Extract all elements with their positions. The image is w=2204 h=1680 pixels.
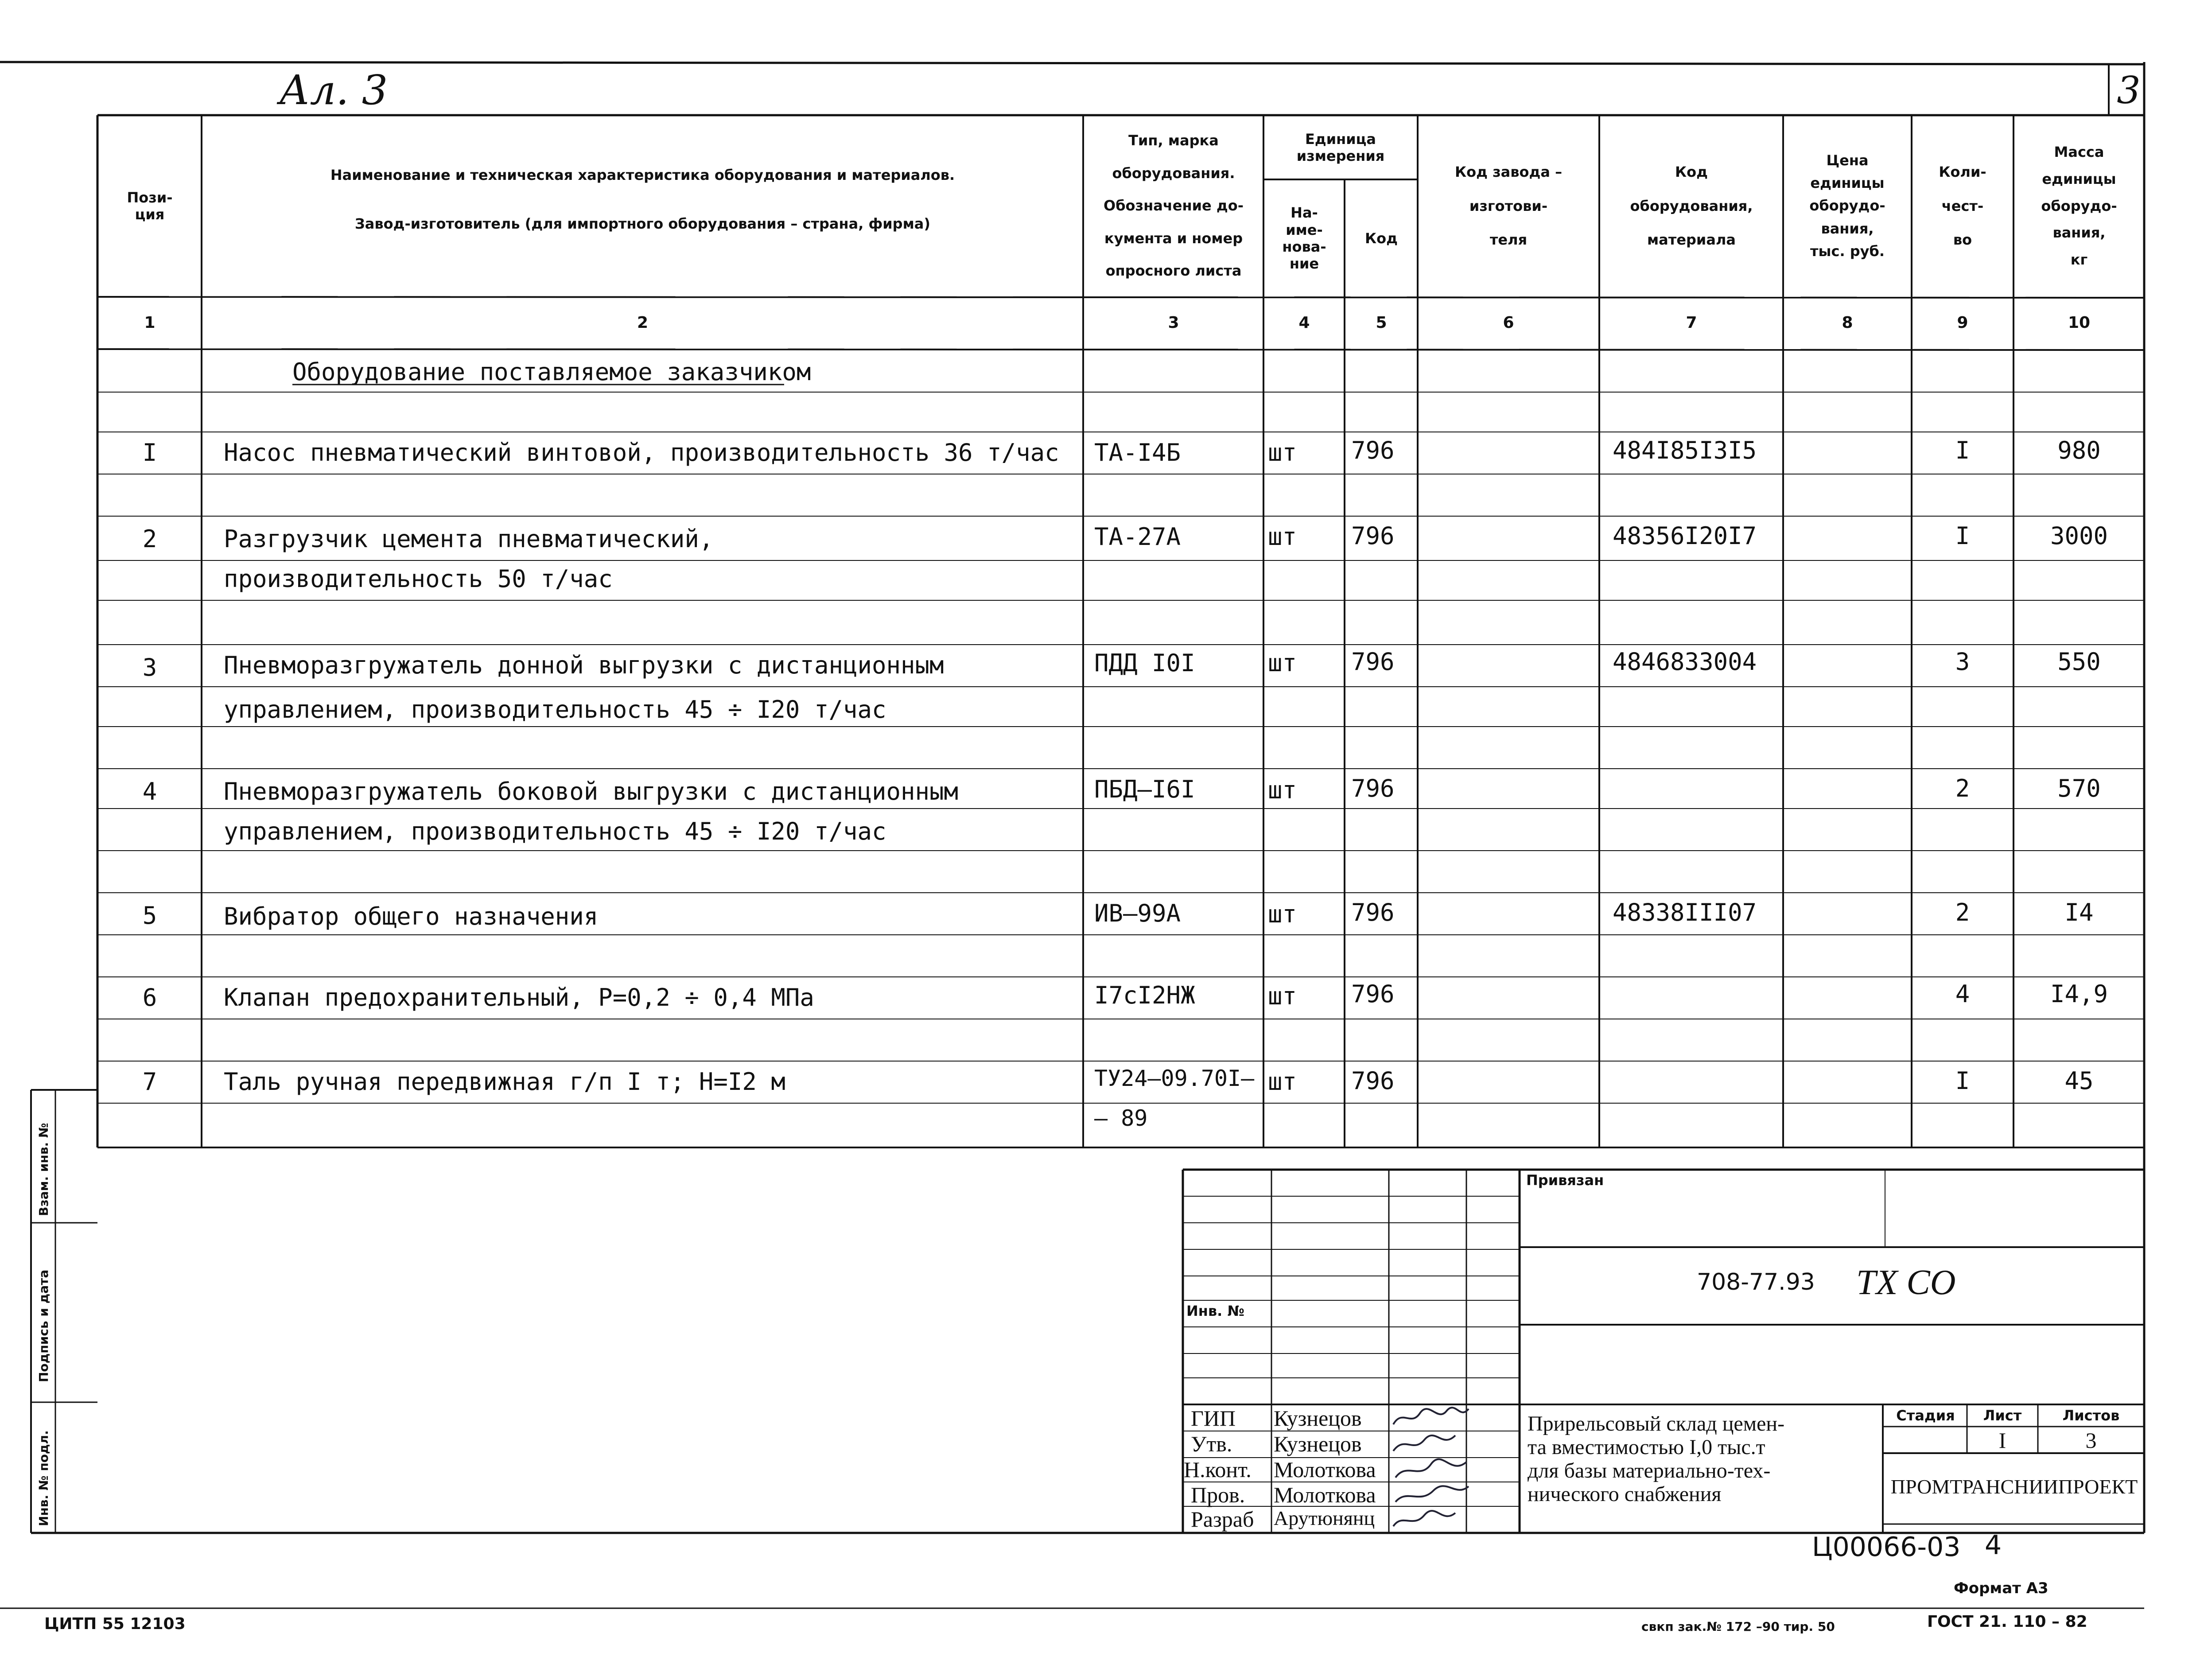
side-stamp-inv-podl: Инв. № подл.: [36, 1430, 51, 1526]
column-header-unit-name: На- име- нова- ние: [1282, 204, 1326, 272]
row-name-line2: производительность 50 т/час: [224, 565, 613, 593]
column-header-manufacturer-code: Код завода – изготови- теля: [1454, 163, 1563, 249]
row-unit: шт: [1268, 900, 1297, 928]
row-mass: I4,9: [2050, 980, 2108, 1008]
side-stamp-podpis-data: Подпись и дата: [36, 1269, 51, 1382]
signatures: [1389, 1404, 1477, 1533]
print-info: свкп зак.№ 172 –90 тир. 50: [1641, 1619, 1835, 1634]
project-description-line4: нического снабжения: [1528, 1482, 1722, 1506]
organization-name: ПРОМТРАНСНИИПРОЕКТ: [1890, 1475, 2138, 1498]
row-name-line1: Насос пневматический винтовой, производительность 36 т/час: [224, 439, 1059, 467]
handwritten-sheet-label: Ал. 3: [279, 66, 388, 114]
row-unit-code: 796: [1351, 436, 1395, 464]
column-number: 7: [1686, 314, 1697, 332]
row-type: ПДД I0I: [1094, 649, 1195, 677]
row-quantity: 2: [1955, 774, 1970, 802]
sheet-label: Лист: [1983, 1407, 2022, 1424]
row-type: ТА-I4Б: [1094, 439, 1181, 467]
row-name-line1: Таль ручная передвижная г/п I т; Н=I2 м: [224, 1068, 785, 1096]
row-mass: 3000: [2050, 522, 2108, 550]
column-header-unit-mass: Масса единицы оборудо- вания, кг: [2041, 144, 2117, 268]
row-type: ТА-27А: [1094, 523, 1181, 551]
row-equipment-code: 48338III07: [1613, 898, 1757, 926]
role-nkont: Н.конт.: [1184, 1457, 1252, 1482]
row-quantity: I: [1955, 522, 1970, 550]
row-type: ПБД–I6I: [1094, 775, 1195, 803]
privyazan-label: Привязан: [1526, 1172, 1604, 1189]
name-prov: Молоткова: [1274, 1482, 1376, 1507]
column-header-unit-group: Единица измерения: [1296, 130, 1385, 164]
row-quantity: I: [1955, 1067, 1970, 1095]
column-number: 3: [1168, 314, 1179, 332]
name-utv: Кузнецов: [1274, 1431, 1362, 1456]
sheets-label: Листов: [2062, 1407, 2120, 1424]
row-unit: шт: [1268, 649, 1297, 677]
sheet-value: I: [1998, 1428, 2006, 1453]
column-header-name-line1: Наименование и техническая характеристика оборудования и материалов.: [330, 166, 955, 183]
side-stamp-vzam-inv: Взам. инв. №: [36, 1123, 51, 1216]
row-position: I: [142, 439, 157, 467]
row-unit-code: 796: [1351, 648, 1395, 676]
document-code: 708-77.93: [1697, 1269, 1815, 1295]
role-prov: Пров.: [1191, 1482, 1245, 1507]
column-header-unit-code: Код: [1365, 229, 1398, 247]
column-number: 9: [1957, 314, 1968, 332]
row-mass: 45: [2064, 1067, 2094, 1095]
row-mass: 550: [2057, 648, 2101, 676]
row-quantity: 4: [1955, 980, 1970, 1008]
row-quantity: I: [1955, 436, 1970, 464]
row-position: 7: [142, 1068, 157, 1096]
sheets-value: 3: [2085, 1428, 2097, 1453]
row-name-line1: Пневморазгружатель боковой выгрузки с дистанционным: [224, 778, 959, 805]
project-description-line1: Прирельсовый склад цемен-: [1528, 1412, 1785, 1435]
column-number: 1: [144, 314, 155, 332]
page-number: 3: [2117, 69, 2141, 112]
row-mass: 980: [2057, 436, 2101, 464]
row-type: ИВ–99А: [1094, 899, 1181, 927]
column-header-name-line2: Завод-изготовитель (для импортного оборудования – страна, фирма): [355, 215, 930, 232]
row-type: I7сI2НЖ: [1094, 981, 1195, 1009]
row-mass: I4: [2064, 898, 2094, 926]
footer-left-code: ЦИТП 55 12103: [44, 1615, 186, 1633]
column-number: 8: [1842, 314, 1853, 332]
row-unit-code: 796: [1351, 774, 1395, 802]
row-unit: шт: [1268, 1068, 1297, 1096]
row-name-line2: управлением, производительность 45 ÷ I20 т/час: [224, 696, 886, 723]
name-gip: Кузнецов: [1274, 1406, 1362, 1431]
row-name-line2: управлением, производительность 45 ÷ I20 т/час: [224, 817, 886, 845]
name-nkont: Молоткова: [1274, 1457, 1376, 1482]
inv-no-label: Инв. №: [1186, 1303, 1244, 1319]
stage-label: Стадия: [1896, 1407, 1955, 1424]
archive-number: Ц00066-03: [1812, 1532, 1961, 1563]
row-position: 6: [142, 984, 157, 1011]
section-title: Оборудование поставляемое заказчиком: [292, 358, 811, 386]
gost-standard: ГОСТ 21. 110 – 82: [1927, 1613, 2087, 1631]
row-unit-code: 796: [1351, 522, 1395, 550]
row-type: ТУ24–09.70I–: [1094, 1066, 1255, 1091]
column-header-equipment-code: Код оборудования, материала: [1630, 163, 1753, 249]
paper-format: Формат А3: [1954, 1579, 2049, 1597]
column-header-unit-price: Цена единицы оборудо- вания, тыс. руб.: [1809, 152, 1885, 260]
row-position: 4: [142, 778, 157, 805]
row-position: 5: [142, 902, 157, 929]
row-quantity: 2: [1955, 898, 1970, 926]
row-unit-code: 796: [1351, 1067, 1395, 1095]
row-quantity: 3: [1955, 648, 1970, 676]
column-number: 5: [1376, 314, 1387, 332]
column-number: 6: [1503, 314, 1514, 332]
row-equipment-code: 4846833004: [1613, 648, 1757, 676]
row-unit: шт: [1268, 439, 1297, 467]
row-name-line1: Разгрузчик цемента пневматический,: [224, 525, 714, 553]
column-header-position: Пози- ция: [127, 189, 173, 223]
row-unit-code: 796: [1351, 980, 1395, 1008]
document-mark: ТХ СО: [1856, 1263, 1956, 1302]
row-name-line1: Пневморазгружатель донной выгрузки с дистанционным: [224, 651, 944, 679]
name-razrab: Арутюнянц: [1274, 1507, 1375, 1529]
row-type-line2: – 89: [1094, 1105, 1148, 1131]
row-position: 3: [142, 653, 157, 681]
column-number: 2: [637, 314, 649, 332]
column-header-type: Тип, марка оборудования. Обозначение до- кумента и номер опросного листа: [1104, 132, 1244, 280]
row-position: 2: [142, 525, 157, 553]
role-razrab: Разраб: [1191, 1507, 1254, 1532]
role-utv: Утв.: [1191, 1431, 1232, 1456]
row-unit: шт: [1268, 776, 1297, 804]
row-unit: шт: [1268, 523, 1297, 551]
row-name-line1: Клапан предохранительный, Р=0,2 ÷ 0,4 МПа: [224, 984, 814, 1011]
column-header-quantity: Коли- чест- во: [1939, 163, 1986, 249]
row-equipment-code: 48356I20I7: [1613, 522, 1757, 550]
column-number: 4: [1298, 314, 1310, 332]
archive-sheet: 4: [1985, 1530, 2002, 1561]
row-mass: 570: [2057, 774, 2101, 802]
row-equipment-code: 484I85I3I5: [1613, 436, 1757, 464]
row-unit-code: 796: [1351, 898, 1395, 926]
row-unit: шт: [1268, 982, 1297, 1010]
column-number: 10: [2068, 314, 2091, 332]
project-description-line2: та вместимостью I,0 тыс.т: [1528, 1435, 1765, 1459]
project-description-line3: для базы материально-тех-: [1528, 1459, 1771, 1482]
role-gip: ГИП: [1191, 1406, 1236, 1431]
row-name-line1: Вибратор общего назначения: [224, 902, 599, 930]
